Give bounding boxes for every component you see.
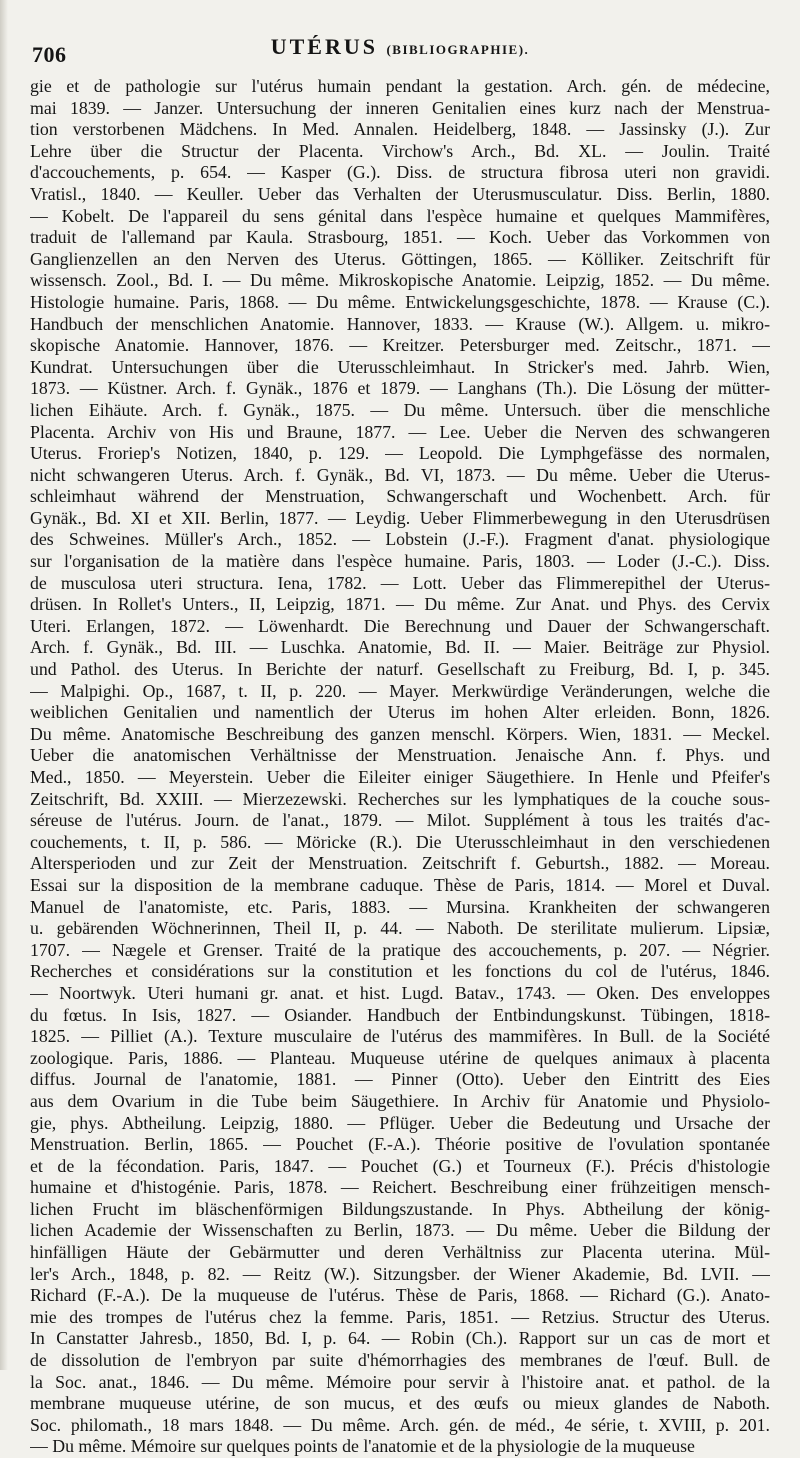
text-line: membrane muqueuse utérine, de son mucus, et des œufs ou mieux glandes de Naboth.: [30, 1393, 770, 1414]
text-line: schleimhaut während der Menstruation, Schwangerschaft und Wochenbett. Arch. für: [30, 486, 770, 507]
text-line: ler's Arch., 1848, p. 82. — Reitz (W.). Sitzungsber. der Wiener Akademie, Bd. LVII. —: [30, 1263, 770, 1284]
text-line: Lehre über die Structur der Placenta. Virchow's Arch., Bd. XL. — Joulin. Traité: [30, 140, 770, 161]
text-line: — Kobelt. De l'appareil du sens génital dans l'espèce humaine et quelques Mammifères,: [30, 205, 770, 226]
running-title-subtitle: (BIBLIOGRAPHIE).: [386, 42, 530, 57]
text-line: séreuse de l'utérus. Journ. de l'anat., 1879. — Milot. Supplément à tous les traités d'ac-: [30, 810, 770, 831]
text-line: Du même. Anatomische Beschreibung des ganzen menschl. Körpers. Wien, 1831. — Meckel.: [30, 723, 770, 744]
text-line: mai 1839. — Janzer. Untersuchung der inneren Genitalien eines kurz nach der Menstrua-: [30, 97, 770, 118]
text-line: zoologique. Paris, 1886. — Planteau. Muqueuse utérine de quelques animaux à placenta: [30, 1047, 770, 1068]
text-line: weiblichen Genitalien und namentlich der Uterus im hohen Alter erleiden. Bonn, 1826.: [30, 702, 770, 723]
text-line: aus dem Ovarium in die Tube beim Säugethiere. In Archiv für Anatomie und Physiolo-: [30, 1090, 770, 1111]
text-line: Manuel de l'anatomiste, etc. Paris, 1883. — Mursina. Krankheiten der schwangeren: [30, 896, 770, 917]
text-line: Uteri. Erlangen, 1872. — Löwenhardt. Die Berechnung und Dauer der Schwangerschaft.: [30, 615, 770, 636]
text-line: Kundrat. Untersuchungen über die Uterusschleimhaut. In Stricker's med. Jahrb. Wien,: [30, 356, 770, 377]
text-line: skopische Anatomie. Hannover, 1876. — Kreitzer. Petersburger med. Zeitschr., 1871. —: [30, 335, 770, 356]
text-line: Uterus. Froriep's Notizen, 1840, p. 129. — Leopold. Die Lymphgefässe des normalen,: [30, 443, 770, 464]
text-line: la Soc. anat., 1846. — Du même. Mémoire pour servir à l'histoire anat. et pathol. de la: [30, 1371, 770, 1392]
text-line: gie, phys. Abtheilung. Leipzig, 1880. — Pflüger. Ueber die Bedeutung und Ursache der: [30, 1112, 770, 1133]
text-line: de musculosa uteri structura. Iena, 1782. — Lott. Ueber das Flimmerepithel der Uterus-: [30, 572, 770, 593]
text-line: des Schweines. Müller's Arch., 1852. — Lobstein (J.-F.). Fragment d'anat. physiologique: [30, 529, 770, 550]
text-line: Essai sur la disposition de la membrane caduque. Thèse de Paris, 1814. — Morel et Duval.: [30, 874, 770, 895]
text-line: Zeitschrift, Bd. XXIII. — Mierzezewski. Recherches sur les lymphatiques de la couche sous-: [30, 788, 770, 809]
text-line: d'accouchements, p. 654. — Kasper (G.). Diss. de structura fibrosa uteri non gravidi.: [30, 162, 770, 183]
text-line: Gynäk., Bd. XI et XII. Berlin, 1877. — Leydig. Ueber Flimmerbewegung in den Uterusdrüsen: [30, 507, 770, 528]
text-line: tion verstorbenen Mädchens. In Med. Annalen. Heidelberg, 1848. — Jassinsky (J.). Zur: [30, 119, 770, 140]
text-line: nicht schwangeren Uterus. Arch. f. Gynäk., Bd. VI, 1873. — Du même. Ueber die Uterus-: [30, 464, 770, 485]
text-line: lichen Eihäute. Arch. f. Gynäk., 1875. — Du même. Untersuch. über die menschliche: [30, 399, 770, 420]
text-line: u. gebärenden Wöchnerinnen, Theil II, p. 44. — Naboth. De sterilitate mulierum. Lipsiæ,: [30, 918, 770, 939]
text-line: Menstruation. Berlin, 1865. — Pouchet (F.-A.). Théorie positive de l'ovulation spontanée: [30, 1134, 770, 1155]
text-line: gie et de pathologie sur l'utérus humain pendant la gestation. Arch. gén. de médecine,: [30, 76, 770, 96]
text-line: Recherches et considérations sur la constitution et les fonctions du col de l'utérus, 1846.: [30, 961, 770, 982]
text-line: Placenta. Archiv von His und Braune, 1877. — Lee. Ueber die Nerven des schwangeren: [30, 421, 770, 442]
bibliography-text: [30, 76, 770, 1458]
text-line: couchements, t. II, p. 586. — Möricke (R.). Die Uterusschleimhaut in den verschiedenen: [30, 831, 770, 852]
running-title-main: UTÉRUS: [270, 34, 378, 59]
text-line: und Pathol. des Uterus. In Berichte der naturf. Gesellschaft zu Freiburg, Bd. I, p. 345.: [30, 659, 770, 680]
text-line: Med., 1850. — Meyerstein. Ueber die Eileiter einiger Säugethiere. In Henle und Pfeifer's: [30, 767, 770, 787]
page-number: 706: [32, 42, 67, 67]
text-line: 1825. — Pilliet (A.). Texture musculaire de l'utérus des mammifères. In Bull. de la Société: [30, 1026, 770, 1047]
text-line: Ganglienzellen an den Nerven des Uterus. Göttingen, 1865. — Kölliker. Zeitschrift für: [30, 248, 770, 269]
scan-edge-shadow: [0, 0, 8, 1370]
text-line: — Du même. Mémoire sur quelques points de l'anatomie et de la physiologie de la muqueuse: [30, 1436, 695, 1457]
text-line: mie des trompes de l'utérus chez la femme. Paris, 1851. — Retzius. Structur des Uterus.: [30, 1306, 770, 1327]
text-line: Richard (F.-A.). De la muqueuse de l'utérus. Thèse de Paris, 1868. — Richard (G.). Anato-: [30, 1285, 770, 1306]
text-line: Handbuch der menschlichen Anatomie. Hannover, 1833. — Krause (W.). Allgem. u. mikro-: [30, 313, 770, 334]
text-line: lichen Academie der Wissenschaften zu Berlin, 1873. — Du même. Ueber die Bildung der: [30, 1220, 770, 1241]
text-line: Histologie humaine. Paris, 1868. — Du même. Entwickelungsgeschichte, 1878. — Krause (C.).: [30, 291, 770, 312]
text-line: 1707. — Nægele et Grenser. Traité de la pratique des accouchements, p. 207. — Négrier.: [30, 939, 770, 960]
text-line: wissensch. Zool., Bd. I. — Du même. Mikroskopische Anatomie. Leipzig, 1852. — Du même.: [30, 270, 770, 291]
text-line: diffus. Journal de l'anatomie, 1881. — Pinner (Otto). Ueber den Eintritt des Eies: [30, 1069, 770, 1090]
text-line: drüsen. In Rollet's Unters., II, Leipzig, 1871. — Du même. Zur Anat. und Phys. des Cervix: [30, 594, 770, 615]
text-line: In Canstatter Jahresb., 1850, Bd. I, p. 64. — Robin (Ch.). Rapport sur un cas de mort et: [30, 1328, 770, 1349]
page-header: [32, 28, 768, 68]
text-line: Altersperioden und zur Zeit der Menstruation. Zeitschrift f. Geburtsh., 1882. — Moreau.: [30, 853, 770, 874]
text-line: — Noortwyk. Uteri humani gr. anat. et hist. Lugd. Batav., 1743. — Oken. Des enveloppes: [30, 982, 770, 1003]
text-line: Soc. philomath., 18 mars 1848. — Du même. Arch. gén. de méd., 4e série, t. XVIII, p. 201.: [30, 1414, 770, 1435]
text-line: sur l'organisation de la matière dans l'espèce humaine. Paris, 1803. — Loder (J.-C.). Diss.: [30, 551, 770, 572]
text-line: de dissolution de l'embryon par suite d'hémorrhagies des membranes de l'œuf. Bull. de: [30, 1350, 770, 1371]
text-line: Ueber die anatomischen Verhältnisse der Menstruation. Jenaische Ann. f. Phys. und: [30, 745, 770, 766]
text-line: lichen Frucht im bläschenförmigen Bildungszustande. In Phys. Abtheilung der könig-: [30, 1198, 770, 1219]
text-line: Arch. f. Gynäk., Bd. III. — Luschka. Anatomie, Bd. II. — Maier. Beiträge zur Physiol.: [30, 637, 770, 658]
text-line: hinfälligen Häute der Gebärmutter und deren Verhältniss zur Placenta uterina. Mül-: [30, 1242, 770, 1263]
text-line: 1873. — Küstner. Arch. f. Gynäk., 1876 et 1879. — Langhans (Th.). Die Lösung der mütter-: [30, 378, 770, 399]
running-title: [32, 34, 768, 60]
text-line: — Malpighi. Op., 1687, t. II, p. 220. — Mayer. Merkwürdige Veränderungen, welche die: [30, 680, 770, 701]
text-line: Vratisl., 1840. — Keuller. Ueber das Verhalten der Uterusmusculatur. Diss. Berlin, 1880.: [30, 183, 770, 204]
text-line: traduit de l'allemand par Kaula. Strasbourg, 1851. — Koch. Ueber das Vorkommen von: [30, 227, 770, 248]
text-line: du fœtus. In Isis, 1827. — Osiander. Handbuch der Entbindungskunst. Tübingen, 1818-: [30, 1004, 770, 1025]
text-line: humaine et d'histogénie. Paris, 1878. — Reichert. Beschreibung einer frühzeitigen mensch-: [30, 1177, 770, 1198]
text-line: et de la fécondation. Paris, 1847. — Pouchet (G.) et Tourneux (F.). Précis d'histologie: [30, 1155, 770, 1176]
